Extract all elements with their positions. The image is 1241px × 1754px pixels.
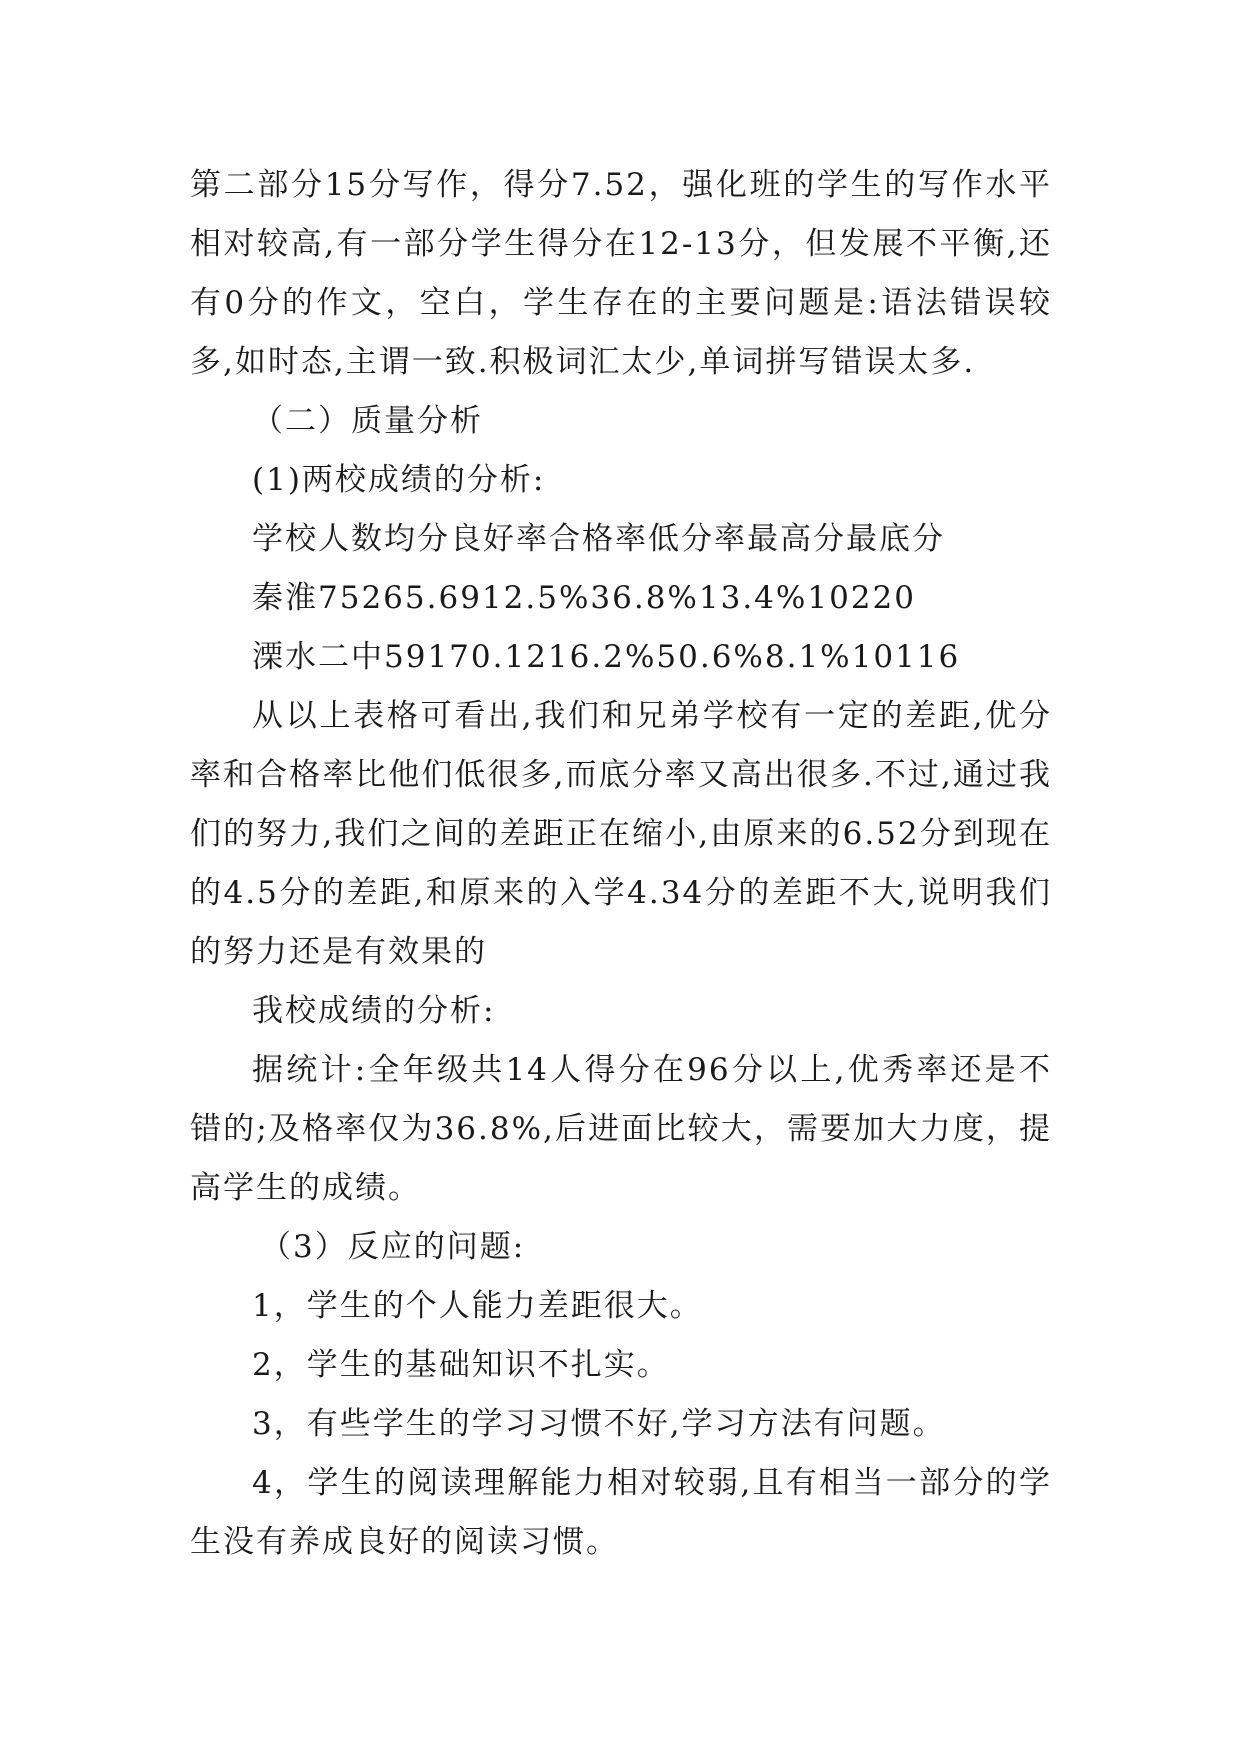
document-body bbox=[190, 156, 1052, 1572]
paragraph-statistics: 据统计:全年级共14人得分在96分以上,优秀率还是不错的;及格率仅为36.8%,后进面比较大，需要加大力度，提高学生的成绩。 bbox=[190, 1052, 1052, 1206]
table-row-lishui: 溧水二中59170.1216.2%50.6%8.1%10116 bbox=[252, 639, 961, 675]
problem-item-3: 3，有些学生的学习习惯不好,学习方法有问题。 bbox=[252, 1406, 946, 1442]
heading-quality-analysis: （二）质量分析 bbox=[252, 403, 483, 439]
paragraph-writing-score: 第二部分15分写作，得分7.52，强化班的学生的写作水平相对较高,有一部分学生得分在12-13分，但发展不平衡,还有0分的作文，空白，学生存在的主要问题是:语法错误较多,如时态,主谓一致.积极词汇太少,单词拼写错误太多. bbox=[190, 167, 1052, 380]
problem-item-1: 1，学生的个人能力差距很大。 bbox=[252, 1288, 703, 1324]
subheading-our-school: 我校成绩的分析: bbox=[252, 993, 496, 1029]
table-header-line: 学校人数均分良好率合格率低分率最高分最底分 bbox=[252, 521, 945, 557]
paragraph-gap-analysis: 从以上表格可看出,我们和兄弟学校有一定的差距,优分率和合格率比他们低很多,而底分率又高出很多.不过,通过我们的努力,我们之间的差距正在缩小,由原来的6.52分到现在的4.5分的差距,和原来的入学4.34分的差距不大,说明我们的努力还是有效果的 bbox=[190, 698, 1052, 970]
problem-item-4: 4，学生的阅读理解能力相对较弱,且有相当一部分的学生没有养成良好的阅读习惯。 bbox=[190, 1465, 1052, 1560]
subheading-problems: （3）反应的问题: bbox=[260, 1229, 526, 1265]
table-row-qinhuai: 秦淮75265.6912.5%36.8%13.4%10220 bbox=[252, 580, 916, 616]
subheading-two-schools: (1)两校成绩的分析: bbox=[252, 462, 546, 498]
problem-item-2: 2，学生的基础知识不扎实。 bbox=[252, 1347, 670, 1383]
